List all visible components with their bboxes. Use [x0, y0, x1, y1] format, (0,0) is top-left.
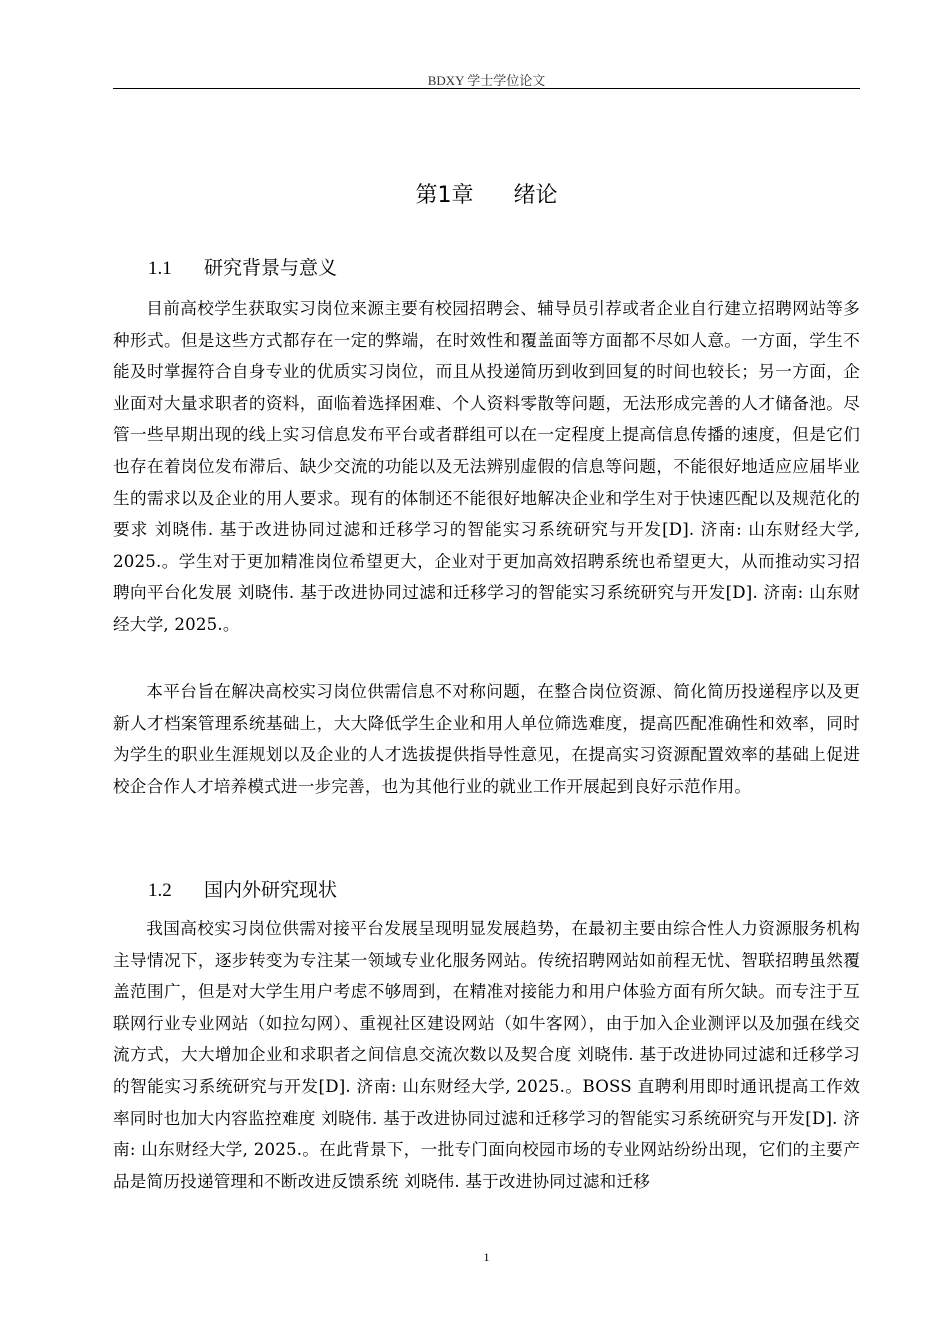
paragraph-research-status: 我国高校实习岗位供需对接平台发展呈现明显发展趋势，在最初主要由综合性人力资源服务机构主导情况下，逐步转变为专注某一领域专业化服务网站。传统招聘网站如前程无忧、智联招聘虽然覆盖范围广，但是对大学生用户考虑不够周到，在精准对接能力和用户体验方面有所欠缺。而专注于互联网行业专业网站（如拉勾网）、重视社区建设网站（如牛客网），由于加入企业测评以及加强在线交流方式，大大增加企业和求职者之间信息交流次数以及契合度 刘晓伟. 基于改进协同过滤和迁移学习的智能实习系统研究与开发[D]. 济南: 山东财经大学, 2025.。BOSS 直聘利用即时通讯提高工作效率同时也加大内容监控难度 刘晓伟. 基于改进协同过滤和迁移学习的智能实习系统研究与开发[D]. 济南: 山东财经大学, 2025.。在此背景下，一批专门面向校园市场的专业网站纷纷出现，它们的主要产品是简历投递管理和不断改进反馈系统 刘晓伟. 基于改进协同过滤和迁移 [113, 919, 860, 1191]
page-number: 1 [483, 1250, 490, 1264]
paragraph-platform-goal: 本平台旨在解决高校实习岗位供需信息不对称问题，在整合岗位资源、简化简历投递程序以及更新人才档案管理系统基础上，大大降低学生企业和用人单位筛选难度，提高匹配准确性和效率，同时为学生的职业生涯规划以及企业的人才选拔提供指导性意见，在提高实习资源配置效率的基础上促进校企合作人才培养模式进一步完善，也为其他行业的就业工作开展起到良好示范作用。 [113, 682, 860, 796]
paragraph-background: 目前高校学生获取实习岗位来源主要有校园招聘会、辅导员引荐或者企业自行建立招聘网站等多种形式。但是这些方式都存在一定的弊端，在时效性和覆盖面等方面都不尽如人意。一方面，学生不能及时掌握符合自身专业的优质实习岗位，而且从投递简历到收到回复的时间也较长；另一方面，企业面对大量求职者的资料，面临着选择困难、个人资料零散等问题，无法形成完善的人才储备池。尽管一些早期出现的线上实习信息发布平台或者群组可以在一定程度上提高信息传播的速度，但是它们也存在着岗位发布滞后、缺少交流的功能以及无法辨别虚假的信息等问题，不能很好地适应应届毕业生的需求以及企业的用人要求。现有的体制还不能很好地解决企业和学生对于快速匹配以及规范化的要求 刘晓伟. 基于改进协同过滤和迁移学习的智能实习系统研究与开发[D]. 济南: 山东财经大学, 2025.。学生对于更加精准岗位希望更大，企业对于更加高效招聘系统也希望更大，从而推动实习招聘向平台化发展 刘晓伟. 基于改进协同过滤和迁移学习的智能实习系统研究与开发[D]. 济南: 山东财经大学, 2025.。 [113, 299, 860, 634]
chapter-title [113, 178, 860, 209]
chapter-name: 绪论 [513, 183, 558, 208]
section-number: 1.1 [148, 258, 172, 279]
running-header: BDXY 学士学位论文 [427, 73, 546, 88]
header-rule [113, 88, 860, 89]
section-title: 国内外研究现状 [204, 879, 338, 901]
section-title: 研究背景与意义 [204, 257, 338, 279]
section-number: 1.2 [148, 880, 172, 901]
section-heading-1-2 [148, 875, 337, 902]
chapter-number: 第1章 [415, 183, 474, 208]
section-heading-1-1 [148, 253, 337, 280]
